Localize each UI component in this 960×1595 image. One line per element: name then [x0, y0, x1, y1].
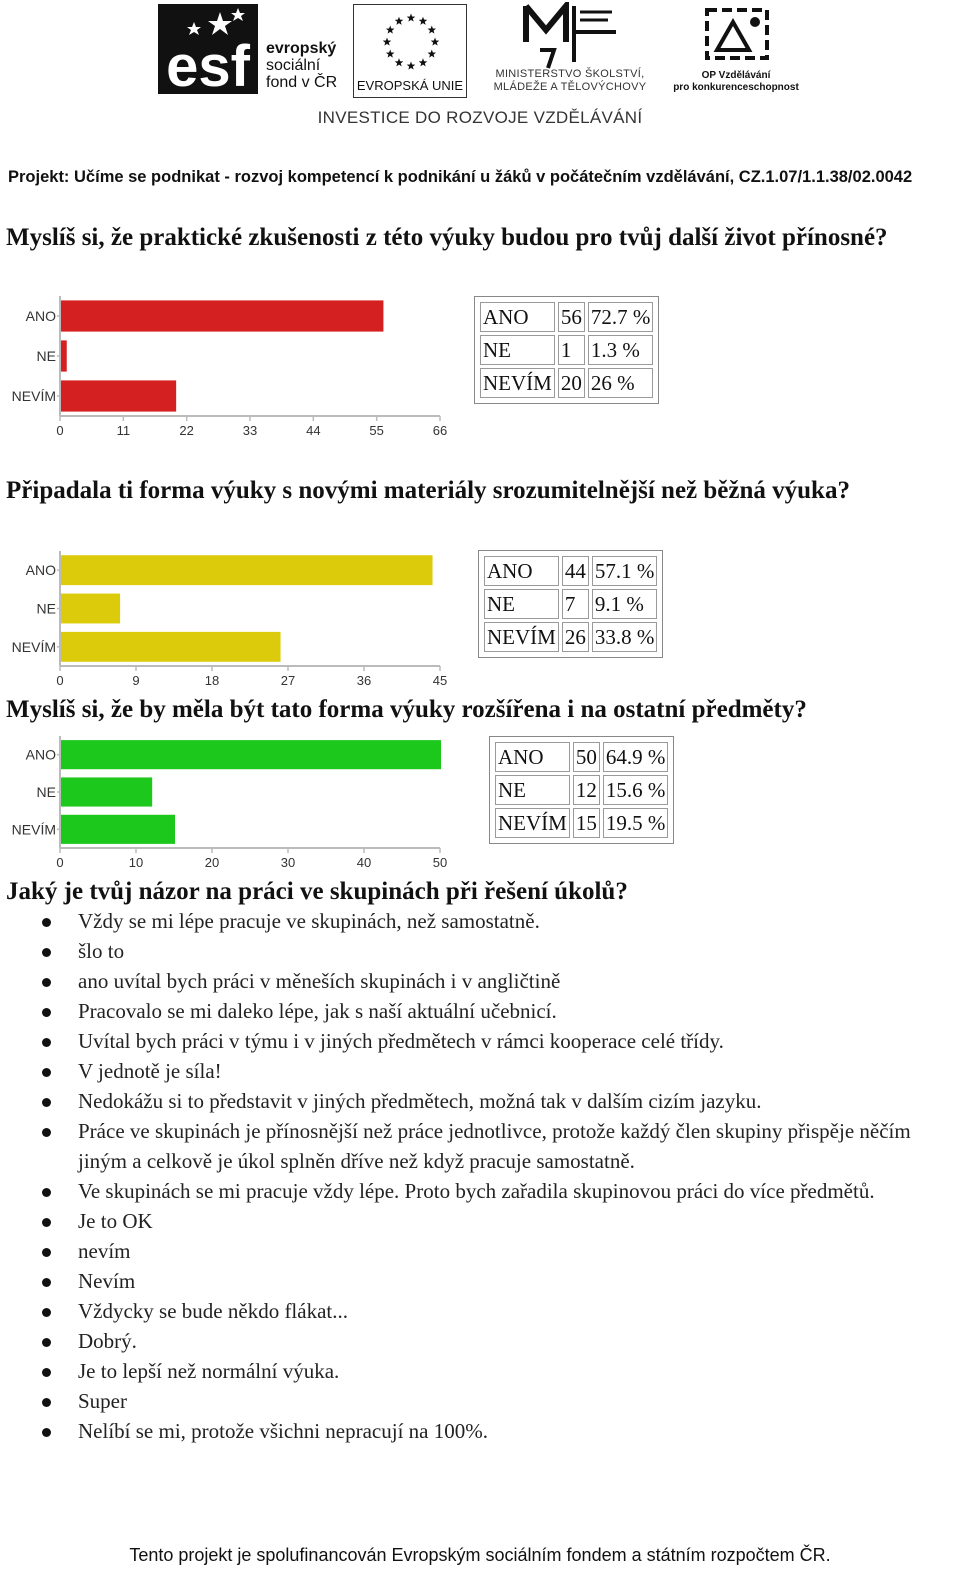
- msmt-line-1: MINISTERSTVO ŠKOLSTVÍ,: [495, 68, 645, 80]
- list-item: V jednotě je síla!: [38, 1056, 938, 1086]
- table-cell: 64.9 %: [603, 742, 669, 772]
- eu-star: [407, 62, 416, 70]
- table-row: [495, 775, 668, 805]
- eu-star: [431, 38, 440, 46]
- result-table-2: [478, 550, 663, 658]
- category-label: NE: [36, 600, 56, 617]
- table-row: [484, 589, 657, 619]
- eu-star: [386, 26, 395, 34]
- esf-line-3: fond v ČR: [266, 74, 338, 91]
- category-label: ANO: [25, 746, 56, 763]
- bar-ano: [61, 740, 441, 769]
- table-cell: 1.3 %: [588, 335, 654, 365]
- category-label: NEVÍM: [11, 638, 56, 655]
- table-row: [480, 302, 653, 332]
- chart-1: [0, 290, 470, 440]
- bar-nevím: [61, 815, 175, 844]
- bar-ano: [61, 555, 433, 585]
- list-item: Nedokážu si to představit v jiných předmětech, možná tak v dalším cizím jazyku.: [38, 1086, 938, 1116]
- x-tick-label: 30: [280, 855, 296, 870]
- project-title: Projekt: Učíme se podnikat - rozvoj kompetencí k podnikání u žáků v počátečním vzdělávání, CZ.1.07/1.1.38/02.0042: [8, 168, 913, 186]
- category-label: NE: [36, 348, 56, 364]
- table-cell: NE: [495, 775, 570, 805]
- table-cell: NEVÍM: [480, 368, 555, 398]
- x-tick-label: 40: [356, 855, 372, 870]
- list-item: nevím: [38, 1236, 938, 1266]
- eu-star: [395, 17, 404, 25]
- x-tick-label: 44: [306, 423, 321, 438]
- list-item: Pracovalo se mi daleko lépe, jak s naší aktuální učebnicí.: [38, 996, 938, 1026]
- table-cell: ANO: [480, 302, 555, 332]
- list-item: Je to lepší než normální výuka.: [38, 1356, 938, 1386]
- category-label: ANO: [25, 308, 56, 324]
- category-label: NEVÍM: [11, 821, 56, 838]
- list-item: Uvítal bych práci v týmu i v jiných předmětech v rámci kooperace celé třídy.: [38, 1026, 938, 1056]
- msmt-line-2: MLÁDEŽE A TĚLOVÝCHOVY: [493, 81, 647, 93]
- table-cell: NE: [484, 589, 559, 619]
- category-label: NEVÍM: [11, 388, 56, 404]
- table-row: [495, 808, 668, 838]
- x-tick-label: 9: [132, 673, 140, 688]
- table-row: [495, 742, 668, 772]
- table-cell: ANO: [484, 556, 559, 586]
- result-table-1: [474, 296, 659, 404]
- list-item: Práce ve skupinách je přínosnější než práce jednotlivce, protože každý člen skupiny přispěje něčím jiným a celkově je úkol splněn dříve než když pracuje samostatně.: [38, 1116, 938, 1176]
- bar-nevím: [61, 632, 281, 662]
- bar-ne: [61, 594, 120, 624]
- table-cell: 19.5 %: [603, 808, 669, 838]
- table-cell: 15.6 %: [603, 775, 669, 805]
- question-2: Připadala ti forma výuky s novými materiály srozumitelnější než běžná výuka?: [6, 477, 850, 504]
- bar-ano: [61, 300, 383, 331]
- x-tick-label: 45: [432, 673, 448, 688]
- list-item: Nelíbí se mi, protože všichni nepracují na 100%.: [38, 1416, 938, 1446]
- table-cell: NE: [480, 335, 555, 365]
- question-1: Myslíš si, že praktické zkušenosti z této výuky budou pro tvůj další život přínosné?: [6, 224, 888, 251]
- list-item: Vždy se mi lépe pracuje ve skupinách, než samostatně.: [38, 906, 938, 936]
- header-logos: [0, 0, 960, 140]
- eu-star: [428, 26, 437, 34]
- bar-nevím: [61, 380, 176, 411]
- list-item: Dobrý.: [38, 1326, 938, 1356]
- eu-logo: [353, 4, 467, 98]
- x-tick-label: 22: [179, 423, 194, 438]
- list-item: Vždycky se bude někdo flákat...: [38, 1296, 938, 1326]
- list-item: šlo to: [38, 936, 938, 966]
- table-row: [484, 556, 657, 586]
- table-row: [480, 335, 653, 365]
- table-cell: 12: [573, 775, 600, 805]
- table-cell: 44: [562, 556, 589, 586]
- x-tick-label: 50: [432, 855, 448, 870]
- esf-line-2: sociální: [266, 57, 321, 74]
- eu-star: [428, 50, 437, 58]
- category-label: NE: [36, 784, 56, 800]
- list-item: Ve skupinách se mi pracuje vždy lépe. Proto bych zařadila skupinovou práci do více předmětů.: [38, 1176, 938, 1206]
- eu-star: [407, 14, 416, 22]
- x-tick-label: 10: [128, 855, 144, 870]
- question-4: Jaký je tvůj názor na práci ve skupinách při řešení úkolů?: [6, 878, 628, 905]
- chart-3: [0, 730, 470, 872]
- table-cell: NEVÍM: [495, 808, 570, 838]
- investice-title: INVESTICE DO ROZVOJE VZDĚLÁVÁNÍ: [317, 108, 643, 127]
- op-logo-icon: [697, 2, 777, 78]
- x-tick-label: 20: [204, 855, 220, 870]
- table-cell: ANO: [495, 742, 570, 772]
- result-table-3: [489, 736, 674, 844]
- opinion-list: [38, 906, 938, 1446]
- bar-ne: [61, 340, 67, 371]
- table-row: [484, 622, 657, 652]
- eu-star: [419, 17, 428, 25]
- x-tick-label: 36: [356, 673, 372, 688]
- esf-logo-icon: [158, 4, 258, 94]
- chart-2: [0, 545, 470, 690]
- eu-stars-icon: [376, 9, 446, 75]
- table-cell: 20: [558, 368, 585, 398]
- list-item: Nevím: [38, 1266, 938, 1296]
- eu-star: [383, 38, 392, 46]
- table-row: [480, 368, 653, 398]
- x-tick-label: 11: [116, 423, 131, 438]
- op-line-1: OP Vzdělávání: [701, 70, 771, 81]
- table-cell: 26 %: [588, 368, 654, 398]
- esf-line-1: evropský: [266, 40, 337, 57]
- x-tick-label: 33: [242, 423, 258, 438]
- eu-label: EVROPSKÁ UNIE: [356, 78, 464, 93]
- table-cell: 7: [562, 589, 589, 619]
- table-cell: 1: [558, 335, 585, 365]
- list-item: Super: [38, 1386, 938, 1416]
- table-cell: 56: [558, 302, 585, 332]
- table-cell: 26: [562, 622, 589, 652]
- x-tick-label: 0: [56, 673, 64, 688]
- op-label: [672, 70, 800, 94]
- msmt-label: [474, 68, 666, 94]
- op-line-2: pro konkurenceschopnost: [673, 82, 799, 93]
- footer-note: Tento projekt je spolufinancován Evropským sociálním fondem a státním rozpočtem ČR.: [129, 1545, 831, 1565]
- x-tick-label: 66: [432, 423, 448, 438]
- table-cell: 57.1 %: [592, 556, 658, 586]
- x-tick-label: 27: [280, 673, 296, 688]
- table-cell: 15: [573, 808, 600, 838]
- eu-star: [386, 50, 395, 58]
- table-cell: 9.1 %: [592, 589, 658, 619]
- category-label: ANO: [25, 562, 56, 579]
- table-cell: 72.7 %: [588, 302, 654, 332]
- x-tick-label: 55: [369, 423, 384, 438]
- list-item: Je to OK: [38, 1206, 938, 1236]
- eu-star: [419, 58, 428, 66]
- msmt-logo-icon: [520, 2, 620, 70]
- x-tick-label: 18: [204, 673, 220, 688]
- x-tick-label: 0: [56, 855, 64, 870]
- table-cell: NEVÍM: [484, 622, 559, 652]
- table-cell: 33.8 %: [592, 622, 658, 652]
- svg-text:esf: esf: [166, 34, 250, 94]
- esf-label: [266, 40, 337, 91]
- eu-star: [395, 58, 404, 66]
- question-3: Myslíš si, že by měla být tato forma výuky rozšířena i na ostatní předměty?: [6, 696, 807, 723]
- table-cell: 50: [573, 742, 600, 772]
- bar-ne: [61, 777, 152, 806]
- x-tick-label: 0: [56, 423, 64, 438]
- list-item: ano uvítal bych práci v měneších skupinách i v angličtině: [38, 966, 938, 996]
